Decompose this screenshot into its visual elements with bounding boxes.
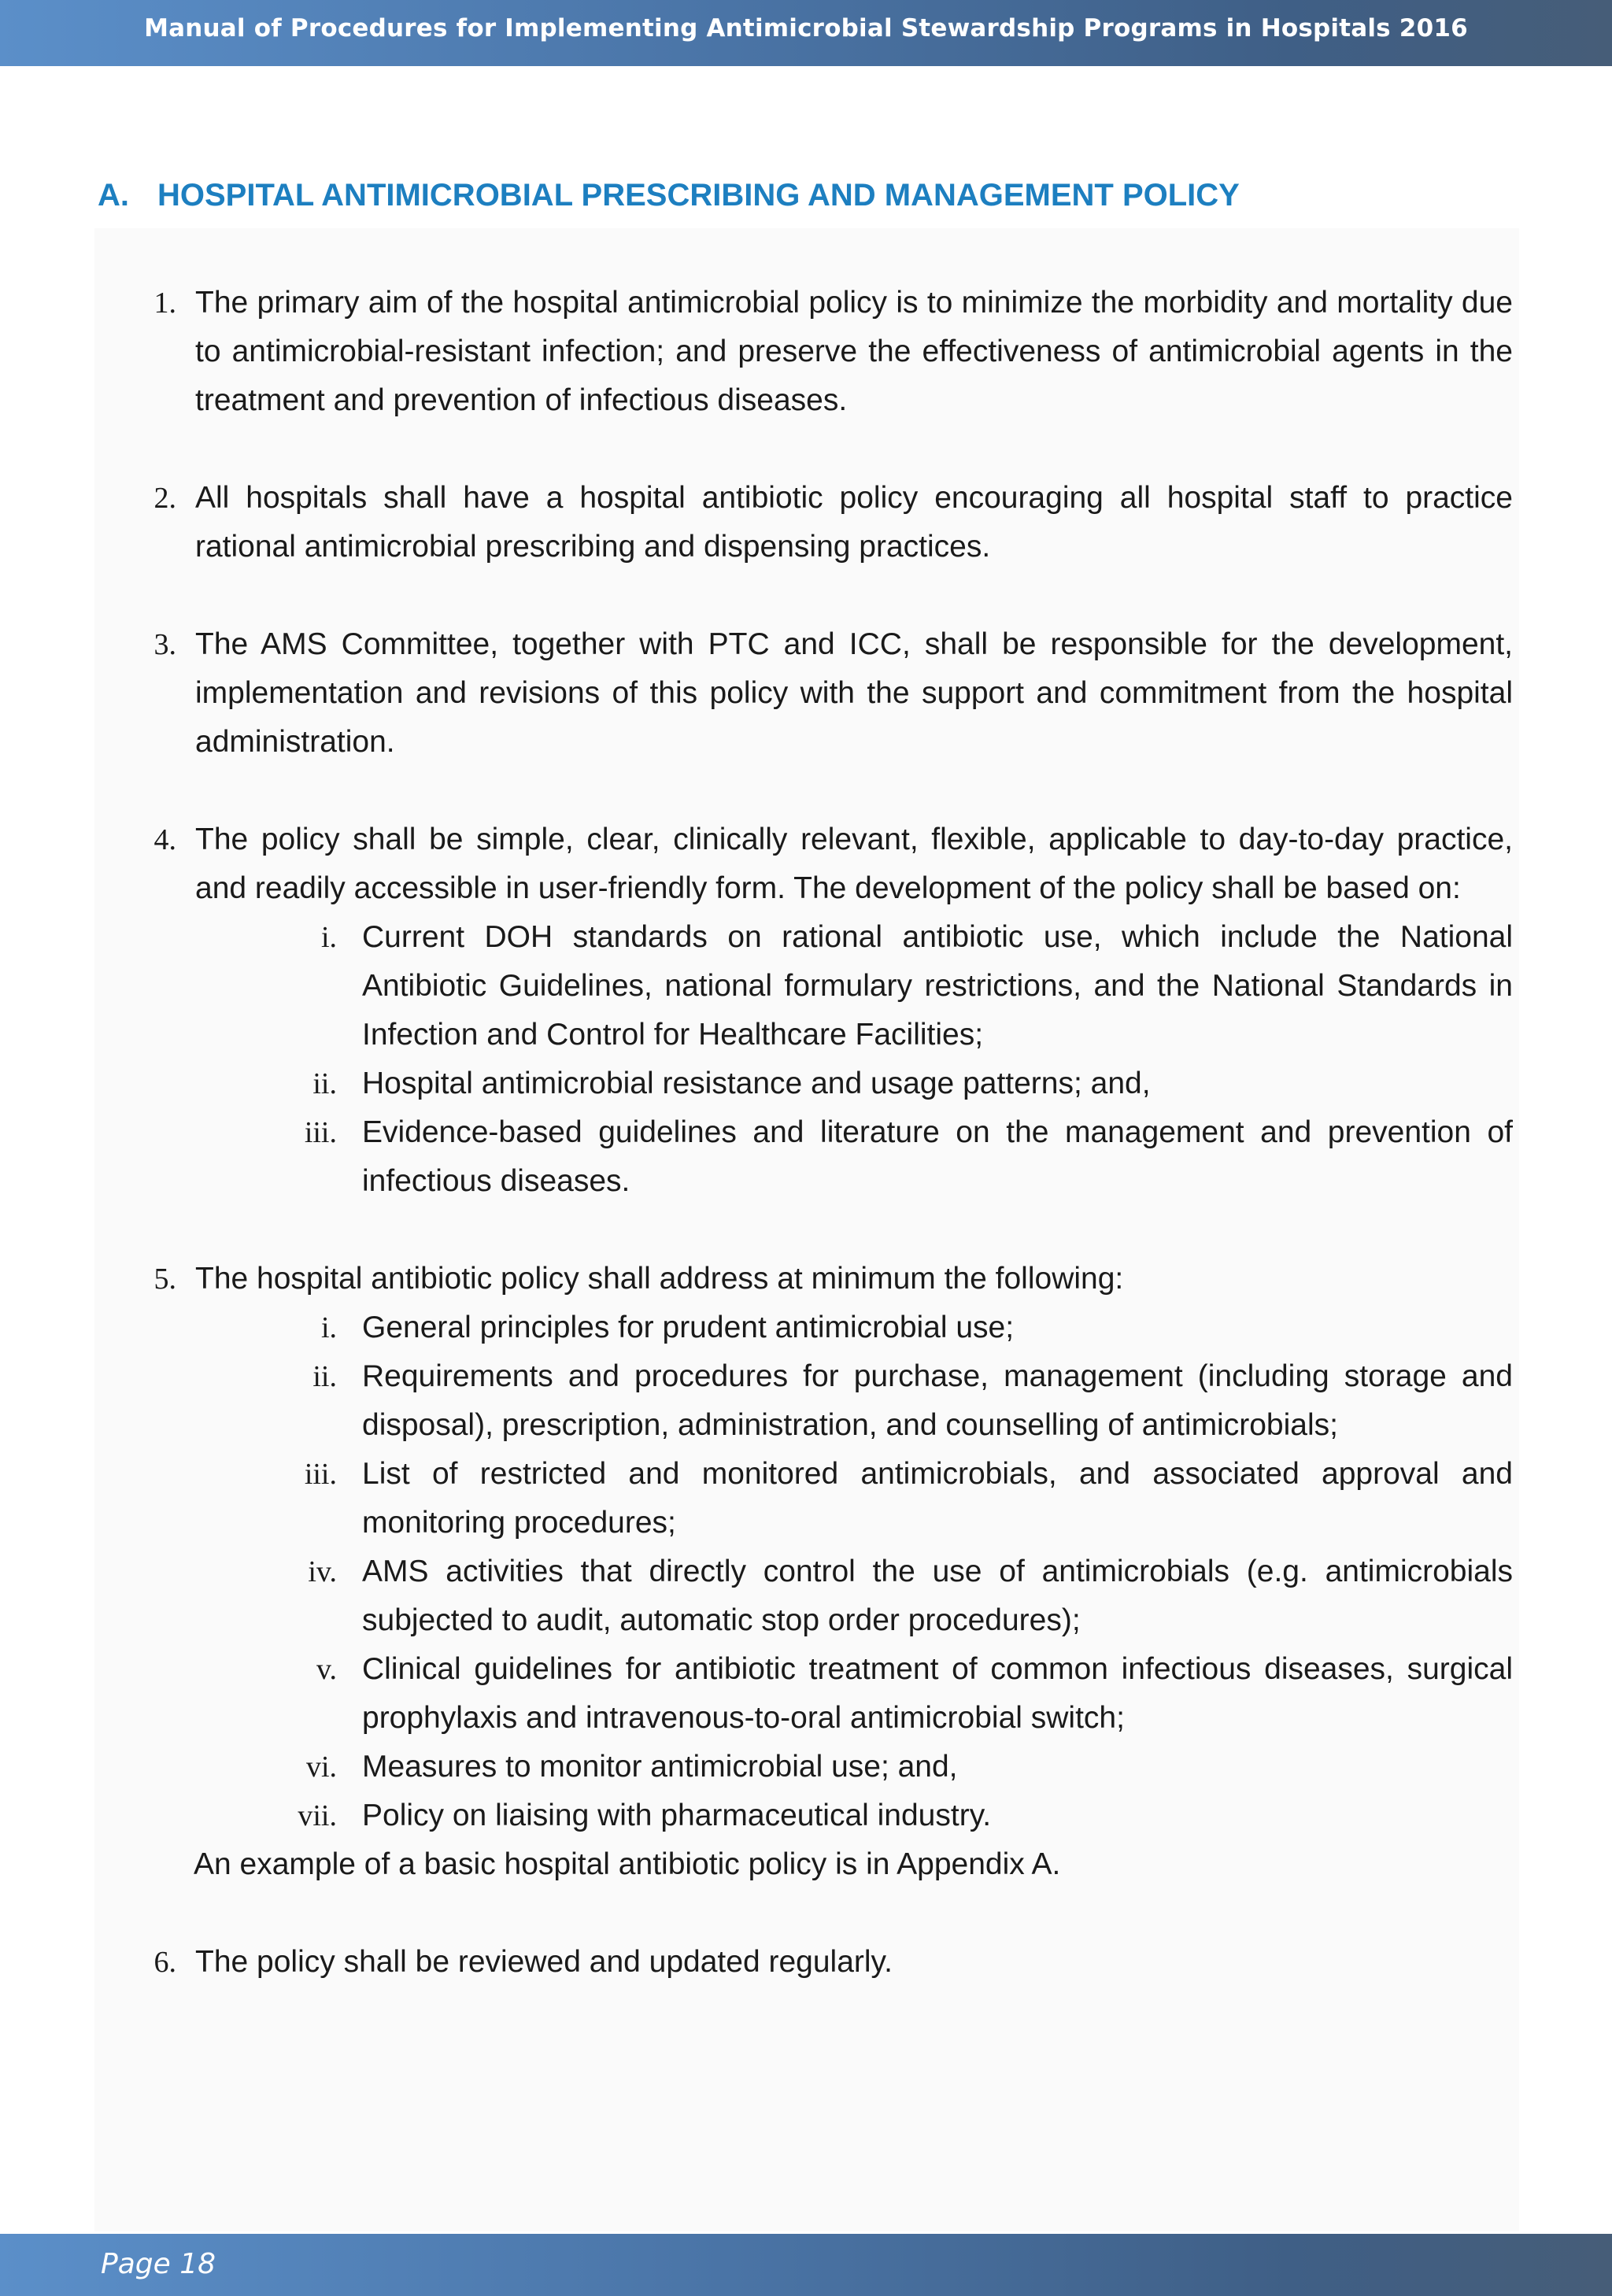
item-number: 4. xyxy=(153,823,176,856)
sub-item-number: iv. xyxy=(308,1555,337,1588)
list-item xyxy=(126,815,1513,1206)
sub-item-text: Current DOH standards on rational antibiotic use, which include the National Antibiotic Guidelines, national formulary restrictions, and the National Standards in Infection and Control for Healthcare Facilities; xyxy=(362,920,1513,1052)
item-text: The policy shall be simple, clear, clinically relevant, flexible, applicable to day-to-day practice, and readily accessible in user-friendly form. The development of the policy shall be based on: xyxy=(195,823,1513,905)
item-number: 2. xyxy=(153,482,176,515)
item-text: The hospital antibiotic policy shall address at minimum the following: xyxy=(195,1262,1124,1296)
sub-item-number: ii. xyxy=(312,1067,337,1100)
sub-item xyxy=(305,1743,1513,1791)
sub-item-text: Evidence-based guidelines and literature on the management and prevention of infectious diseases. xyxy=(362,1115,1513,1198)
sub-item-text: Measures to monitor antimicrobial use; and, xyxy=(362,1750,958,1784)
sub-item xyxy=(312,1059,1513,1108)
sub-item-text: Clinical guidelines for antibiotic treatment of common infectious diseases, surgical prophylaxis and intravenous-to-oral antimicrobial switch; xyxy=(362,1652,1513,1735)
sub-item-number: i. xyxy=(320,1311,337,1344)
footer-bar xyxy=(0,2234,1612,2296)
sub-item-number: v. xyxy=(316,1653,337,1686)
sub-item-text: List of restricted and monitored antimicrobials, and associated approval and monitoring procedures; xyxy=(362,1457,1513,1540)
section-heading xyxy=(98,178,1514,213)
sub-item xyxy=(298,1791,1513,1840)
sub-item-number: vii. xyxy=(298,1799,337,1832)
sub-item-text: General principles for prudent antimicrobial use; xyxy=(362,1311,1015,1344)
sub-item xyxy=(320,913,1513,1059)
sub-list xyxy=(195,913,1513,1206)
section-letter: A. xyxy=(98,178,129,213)
sub-list xyxy=(195,1303,1513,1840)
item-text: All hospitals shall have a hospital antibiotic policy encouraging all hospital staff to practice rational antimicrobial prescribing and dispensing practices. xyxy=(195,481,1513,564)
list-item xyxy=(126,1255,1513,1889)
sub-item xyxy=(320,1303,1513,1352)
sub-item xyxy=(304,1108,1513,1206)
sub-item-number: iii. xyxy=(304,1458,337,1491)
item-number: 6. xyxy=(153,1946,176,1979)
list-item xyxy=(126,474,1513,571)
sub-item-text: Hospital antimicrobial resistance and usage patterns; and, xyxy=(362,1067,1151,1100)
item-text: The AMS Committee, together with PTC and ICC, shall be responsible for the development, implementation and revisions of this policy with the support and commitment from the hospital administration. xyxy=(195,627,1513,759)
sub-item-text: AMS activities that directly control the use of antimicrobials (e.g. antimicrobials subjected to audit, automatic stop order procedures); xyxy=(362,1555,1513,1637)
item-number: 1. xyxy=(153,287,176,320)
list-item xyxy=(126,620,1513,767)
page-number: Page 18 xyxy=(101,2248,216,2280)
sub-item-number: vi. xyxy=(305,1751,337,1784)
item-number: 5. xyxy=(153,1263,176,1296)
sub-item xyxy=(308,1547,1513,1645)
sub-item-text: Policy on liaising with pharmaceutical industry. xyxy=(362,1799,992,1832)
appendix-note: An example of a basic hospital antibiotic policy is in Appendix A. xyxy=(194,1847,1061,1881)
sub-item xyxy=(316,1645,1513,1743)
list-item xyxy=(126,279,1513,425)
section-title: HOSPITAL ANTIMICROBIAL PRESCRIBING AND MANAGEMENT POLICY xyxy=(157,178,1240,213)
sub-item xyxy=(304,1450,1513,1547)
list-item xyxy=(126,1938,1513,1987)
document-title: Manual of Procedures for Implementing Antimicrobial Stewardship Programs in Hospitals 2016 xyxy=(144,14,1468,43)
item-text: The policy shall be reviewed and updated regularly. xyxy=(195,1945,893,1979)
sub-item-number: iii. xyxy=(304,1116,337,1149)
sub-item-number: i. xyxy=(320,921,337,954)
sub-item-number: ii. xyxy=(312,1360,337,1393)
header-bar xyxy=(0,0,1612,66)
item-text: The primary aim of the hospital antimicrobial policy is to minimize the morbidity and mortality due to antimicrobial-resistant infection; and preserve the effectiveness of antimicrobial agents in the treatment and prevention of infectious diseases. xyxy=(195,286,1513,417)
sub-item xyxy=(312,1352,1513,1450)
sub-item-text: Requirements and procedures for purchase, management (including storage and disposal), prescription, administration, and counselling of antimicrobials; xyxy=(362,1359,1513,1442)
item-number: 3. xyxy=(153,628,176,661)
